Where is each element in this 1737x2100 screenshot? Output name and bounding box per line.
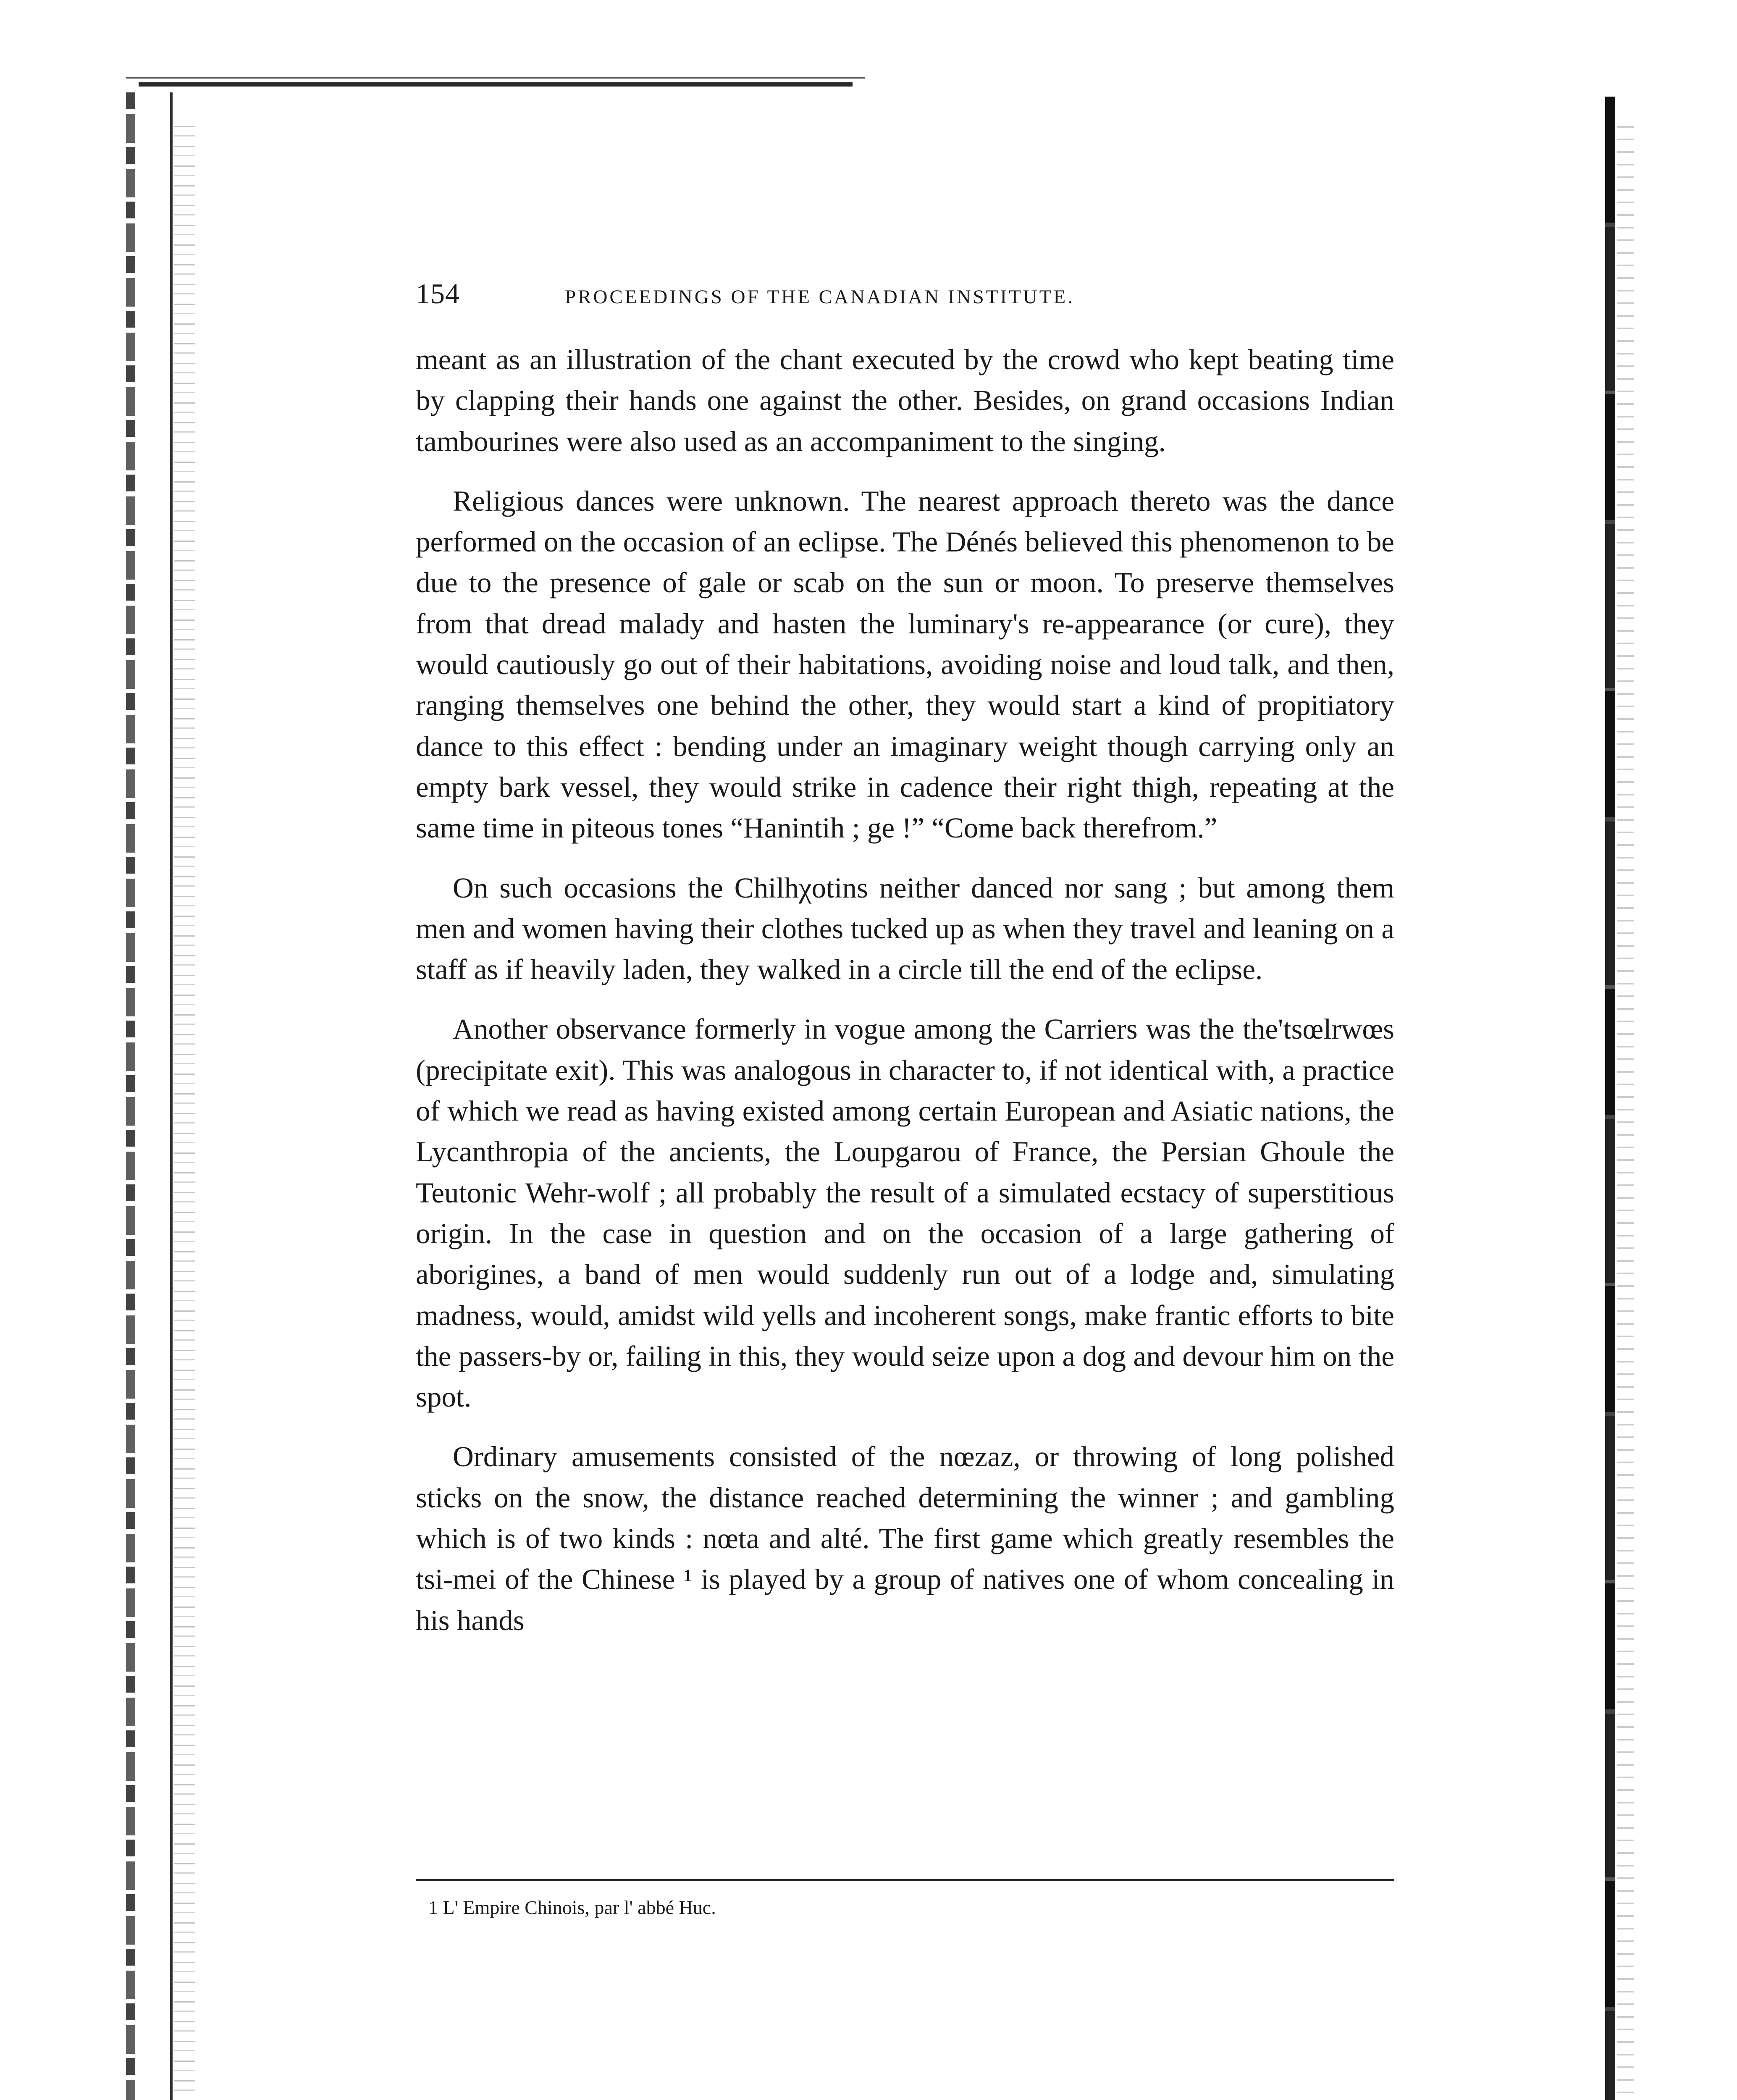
journal-title: PROCEEDINGS OF THE CANADIAN INSTITUTE. [565, 286, 1075, 308]
page-number: 154 [416, 278, 460, 310]
paragraph-amusements: Ordinary amusements consisted of the nœzaz, or throwing of long polished sticks on the snow, the distance reached determining the winner ; and gambling which is of two kinds : nœta and alté. The first game which greatly resembles the tsi-mei of the Chinese ¹ is played by a group of natives one of whom concealing in his hands [416, 1441, 1394, 1636]
footnote-divider [416, 1879, 1394, 1881]
paragraph-continued: meant as an illustration of the chant executed by the crowd who kept beating time by clapping their hands one against the other. Besides, on grand occasions Indian tambourines were also used as an accompaniment to the singing. [416, 344, 1394, 457]
paragraph-precipitate-exit: Another observance formerly in vogue among the Carriers was the the'tsœlrwœs (precipitate exit). This was analogous in character to, if not identical with, a practice of which we read as having existed among certain European and Asiatic nations, the Lycanthropia of the ancients, the Loupgarou of France, the Persian Ghoule the Teutonic Wehr-wolf ; all probably the result of a simulated ecstacy of superstitious origin. In the case in question and on the occasion of a large gathering of aborigines, a band of men would suddenly run out of a lodge and, simulating madness, would, amidst wild yells and incoherent songs, make frantic efforts to bite the passers-by or, failing in this, they would seize upon a dog and devour him on the spot. [416, 1013, 1394, 1413]
scan-edge-bar [139, 82, 853, 87]
scan-edge-line [126, 77, 865, 79]
scan-right-edge [1605, 97, 1615, 2100]
paragraph-chilhcotins: On such occasions the Chilhχotins neither danced nor sang ; but among them men and women having their clothes tucked up as when they travel and leaning on a staff as if heavily laden, they walked in a circle till the end of the eclipse. [416, 872, 1394, 986]
scan-right-noise [1617, 126, 1634, 2100]
scan-left-noise [174, 126, 195, 2100]
scan-left-binding-line [170, 92, 173, 2100]
paragraph-eclipse-dance: Religious dances were unknown. The nearest approach thereto was the dance performed on the occasion of an eclipse. The Dénés believed this phenomenon to be due to the presence of gale or scab on the sun or moon. To preserve themselves from that dread malady and hasten the luminary's re-appearance (or cure), they would cautiously go out of their habitations, avoiding noise and loud talk, and then, ranging themselves one behind the other, they would start a kind of propitiatory dance to this effect : bending under an imaginary weight though carrying only an empty bark vessel, they would strike in cadence their right thigh, repeating at the same time in piteous tones “Hanintih ; ge !” “Come back therefrom.” [416, 485, 1394, 844]
body-text [416, 339, 1394, 1660]
footnote: 1 L' Empire Chinois, par l' abbé Huc. [428, 1897, 716, 1918]
scan-left-edge [126, 92, 135, 2100]
running-head [416, 277, 1394, 315]
